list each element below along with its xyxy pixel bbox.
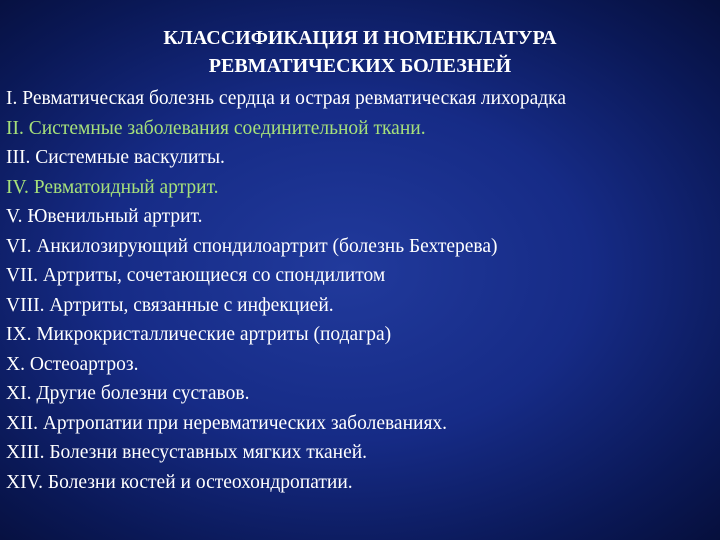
list-item: VI. Анкилозирующий спондилоартрит (болезнь Бехтерева) — [6, 235, 498, 257]
list-item: XII. Артропатии при неревматических заболеваниях. — [6, 412, 448, 434]
list-item: IV. Ревматоидный артрит. — [6, 176, 219, 198]
list-item: II. Системные заболевания соединительной ткани. — [6, 117, 426, 139]
list-item: VII. Артриты, сочетающиеся со спондилитом — [6, 265, 386, 286]
list-item: XIV. Болезни костей и остеохондропатии. — [6, 471, 353, 493]
list-item: I. Ревматическая болезнь сердца и острая ревматическая лихорадка — [6, 88, 566, 109]
list-item: X. Остеоартроз. — [6, 353, 139, 375]
list-item: XIII. Болезни внесуставных мягких тканей. — [6, 442, 368, 463]
list-item: IX. Микрокристаллические артриты (подагра) — [6, 324, 392, 345]
list-item: VIII. Артриты, связанные с инфекцией. — [6, 294, 334, 316]
classification-list — [6, 84, 566, 497]
slide-title-line-1: КЛАССИФИКАЦИЯ И НОМЕНКЛАТУРА — [163, 27, 557, 49]
list-item: III. Системные васкулиты. — [6, 147, 225, 168]
slide-title — [0, 24, 720, 80]
slide-title-line-2: РЕВМАТИЧЕСКИХ БОЛЕЗНЕЙ — [208, 55, 512, 77]
list-item: V. Ювенильный артрит. — [6, 206, 203, 227]
list-item: XI. Другие болезни суставов. — [6, 383, 250, 404]
